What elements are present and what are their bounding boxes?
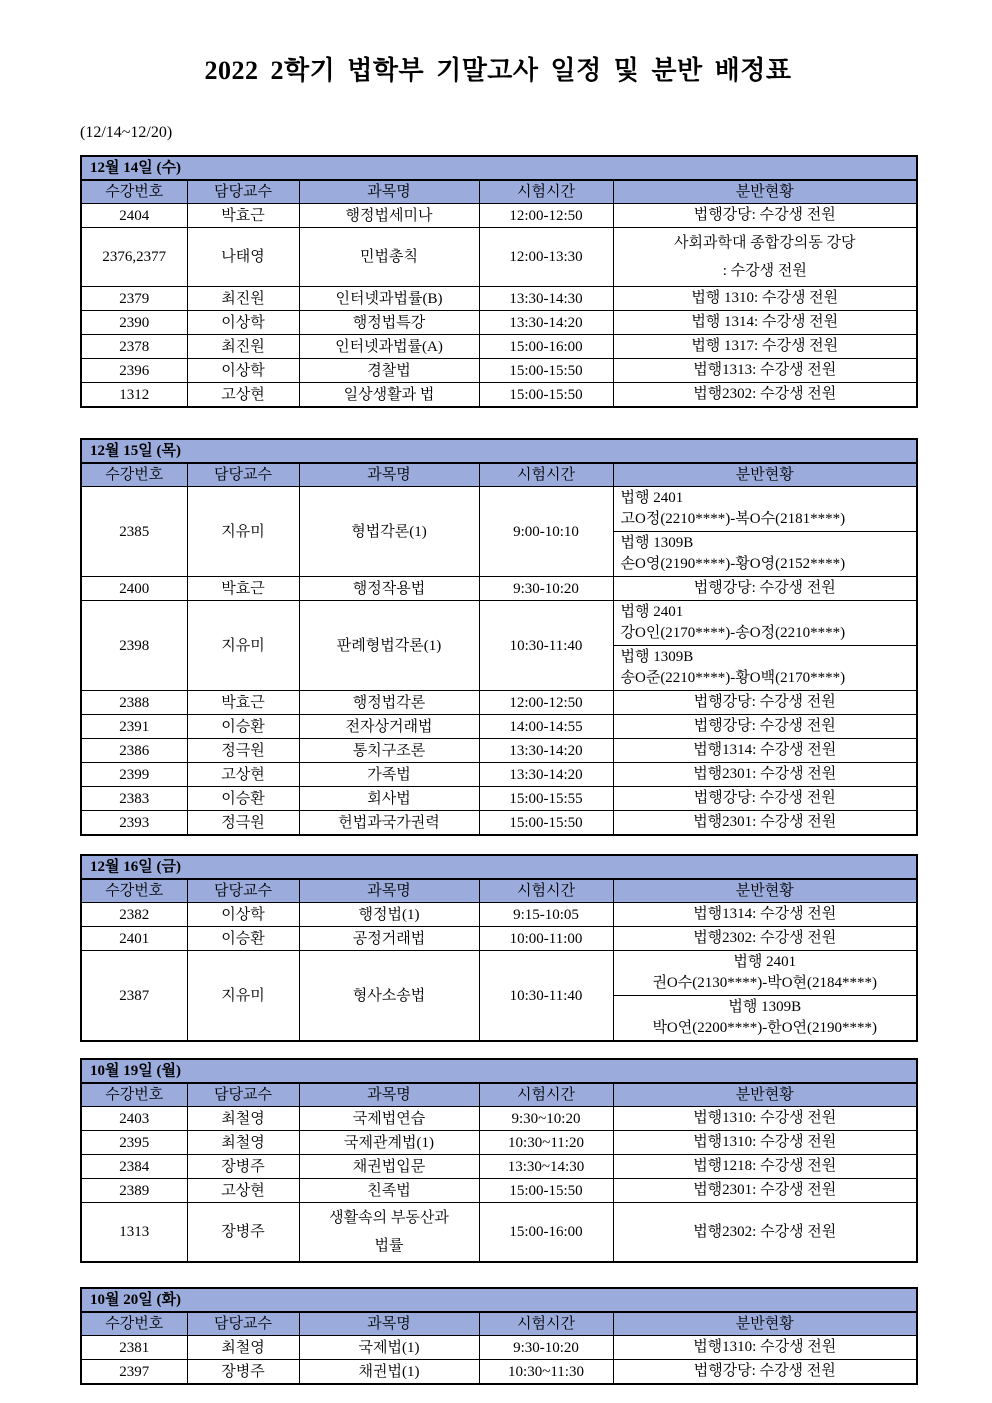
status-line: 박O연(2200****)-한O연(2190****) (652, 1020, 878, 1036)
subject-cell (299, 1179, 479, 1203)
course-no-cell: 2386 (81, 739, 187, 763)
course-no-cell: 2381 (81, 1336, 187, 1360)
status-line: : 수강생 전원 (722, 263, 807, 279)
professor-cell: 최진원 (187, 287, 299, 311)
course-no-cell: 2383 (81, 787, 187, 811)
course-row (81, 1336, 917, 1360)
course-no-cell: 2387 (81, 951, 187, 1042)
column-header: 담당교수 (187, 180, 299, 204)
status-cell (613, 383, 917, 408)
course-no-cell: 2399 (81, 763, 187, 787)
subject-line: 인터넷과법률(A) (335, 338, 443, 355)
subject-cell (299, 487, 479, 577)
status-line: 법행강당: 수강생 전원 (693, 207, 836, 223)
exam-day-table (80, 854, 918, 1042)
column-header: 시험시간 (479, 1312, 613, 1336)
course-no-cell: 2404 (81, 204, 187, 228)
exam-time-cell: 15:00-16:00 (479, 1203, 613, 1263)
subject-line: 생활속의 부동산과 (329, 1210, 449, 1226)
exam-day-table (80, 1058, 918, 1263)
course-no-cell: 2385 (81, 487, 187, 577)
course-no-cell: 2376,2377 (81, 228, 187, 287)
status-line: 강O인(2170****)-송O정(2210****) (620, 625, 846, 641)
course-no-cell: 2397 (81, 1360, 187, 1385)
exam-day-table (80, 438, 918, 836)
column-header-row (81, 1312, 917, 1336)
status-line: 법행2301: 수강생 전원 (693, 1182, 837, 1198)
course-row (81, 927, 917, 951)
subject-cell (299, 715, 479, 739)
professor-cell: 정극원 (187, 739, 299, 763)
subject-line: 민법총칙 (360, 249, 418, 265)
course-row (81, 903, 917, 927)
subject-cell (299, 927, 479, 951)
status-subcell (614, 487, 917, 531)
status-subcell (614, 951, 917, 995)
subject-cell (299, 359, 479, 383)
subject-line: 법률 (374, 1238, 404, 1254)
status-subcell (614, 715, 917, 738)
exam-day-table (80, 1287, 918, 1385)
exam-time-cell: 10:00-11:00 (479, 927, 613, 951)
course-row (81, 1131, 917, 1155)
status-cell (613, 903, 917, 927)
column-header: 수강번호 (81, 879, 187, 903)
status-line: 법행1314: 수강생 전원 (693, 742, 837, 758)
course-row (81, 383, 917, 408)
status-cell (613, 715, 917, 739)
status-subcell (614, 601, 917, 645)
subject-line: 통치구조론 (352, 742, 426, 759)
column-header: 수강번호 (81, 1312, 187, 1336)
status-subcell (614, 903, 917, 926)
status-line: 법행 1314: 수강생 전원 (691, 314, 839, 330)
column-header: 수강번호 (81, 463, 187, 487)
exam-time-cell: 14:00-14:55 (479, 715, 613, 739)
course-no-cell: 2395 (81, 1131, 187, 1155)
status-line: 법행강당: 수강생 전원 (693, 790, 836, 806)
subject-line: 행정작용법 (352, 580, 426, 597)
subject-line: 일상생활과 법 (343, 386, 435, 403)
status-cell (613, 1155, 917, 1179)
subject-cell (299, 1155, 479, 1179)
status-cell (613, 811, 917, 836)
status-line: 법행 2401 (620, 490, 684, 506)
professor-cell: 이상학 (187, 903, 299, 927)
column-header: 과목명 (299, 1312, 479, 1336)
status-line: 법행2302: 수강생 전원 (693, 1223, 837, 1240)
subject-cell (299, 763, 479, 787)
status-subcell (614, 359, 917, 382)
exam-time-cell: 9:00-10:10 (479, 487, 613, 577)
exam-time-cell: 12:00-12:50 (479, 204, 613, 228)
exam-time-cell: 15:00-15:50 (479, 1179, 613, 1203)
status-subcell (614, 811, 917, 834)
subject-line: 친족법 (367, 1182, 411, 1199)
subject-cell (299, 1107, 479, 1131)
subject-cell (299, 311, 479, 335)
status-subcell (614, 335, 917, 358)
column-header: 시험시간 (479, 1083, 613, 1107)
professor-cell: 고상현 (187, 1179, 299, 1203)
status-subcell (614, 204, 917, 227)
professor-cell: 지유미 (187, 951, 299, 1042)
subject-cell (299, 787, 479, 811)
status-line: 법행2301: 수강생 전원 (693, 814, 837, 830)
status-subcell (614, 228, 917, 286)
course-row (81, 228, 917, 287)
column-header: 담당교수 (187, 463, 299, 487)
date-label: 12월 16일 (금) (81, 855, 917, 879)
status-line: 법행 2401 (620, 604, 684, 620)
exam-day-table (80, 155, 918, 408)
subject-line: 국제법(1) (358, 1339, 420, 1356)
column-header-row (81, 180, 917, 204)
subject-line: 행정법세미나 (345, 207, 433, 224)
course-no-cell: 2388 (81, 691, 187, 715)
course-row (81, 787, 917, 811)
professor-cell: 나태영 (187, 228, 299, 287)
professor-cell: 장병주 (187, 1203, 299, 1263)
course-row (81, 204, 917, 228)
status-cell (613, 951, 917, 1042)
exam-time-cell: 10:30~11:30 (479, 1360, 613, 1385)
subject-cell (299, 1336, 479, 1360)
status-cell (613, 1336, 917, 1360)
status-subcell (614, 787, 917, 810)
course-row (81, 951, 917, 1042)
status-subcell (614, 691, 917, 714)
course-row (81, 739, 917, 763)
subject-cell (299, 383, 479, 408)
exam-time-cell: 13:30-14:20 (479, 311, 613, 335)
course-no-cell: 1313 (81, 1203, 187, 1263)
status-cell (613, 335, 917, 359)
status-subcell (614, 1179, 917, 1202)
course-no-cell: 2384 (81, 1155, 187, 1179)
exam-time-cell: 15:00-15:50 (479, 811, 613, 836)
exam-time-cell: 13:30-14:20 (479, 739, 613, 763)
course-no-cell: 2391 (81, 715, 187, 739)
professor-cell: 최철영 (187, 1336, 299, 1360)
status-cell (613, 1107, 917, 1131)
date-header-row (81, 439, 917, 463)
subject-cell (299, 951, 479, 1042)
column-header: 수강번호 (81, 180, 187, 204)
status-line: 법행2301: 수강생 전원 (693, 766, 837, 782)
subject-line: 헌법과국가권력 (338, 814, 440, 831)
date-label: 10월 19일 (월) (81, 1059, 917, 1083)
status-cell (613, 763, 917, 787)
status-cell (613, 577, 917, 601)
professor-cell: 박효근 (187, 577, 299, 601)
status-cell (613, 1360, 917, 1385)
status-subcell (614, 645, 917, 690)
subject-cell (299, 228, 479, 287)
status-subcell (614, 739, 917, 762)
status-line: 권O수(2130****)-박O현(2184****) (652, 975, 878, 991)
course-no-cell: 2403 (81, 1107, 187, 1131)
exam-time-cell: 9:30-10:20 (479, 1336, 613, 1360)
course-no-cell: 2393 (81, 811, 187, 836)
exam-time-cell: 15:00-15:50 (479, 383, 613, 408)
column-header: 과목명 (299, 463, 479, 487)
course-row (81, 1179, 917, 1203)
status-subcell (614, 1360, 917, 1383)
subject-cell (299, 1131, 479, 1155)
status-cell (613, 601, 917, 691)
exam-time-cell: 12:00-12:50 (479, 691, 613, 715)
status-line: 법행 1309B (728, 999, 802, 1015)
date-header-row (81, 855, 917, 879)
status-line: 법행1310: 수강생 전원 (693, 1134, 837, 1150)
course-no-cell: 2389 (81, 1179, 187, 1203)
status-cell (613, 691, 917, 715)
professor-cell: 장병주 (187, 1360, 299, 1385)
exam-time-cell: 13:30-14:20 (479, 763, 613, 787)
status-line: 고O정(2210****)-복O수(2181****) (620, 511, 846, 527)
course-no-cell: 2401 (81, 927, 187, 951)
subject-line: 행정법각론 (352, 694, 426, 711)
professor-cell: 고상현 (187, 383, 299, 408)
professor-cell: 장병주 (187, 1155, 299, 1179)
status-subcell (614, 287, 917, 310)
course-row (81, 335, 917, 359)
subject-line: 판례형법각론(1) (336, 637, 442, 654)
status-cell (613, 1179, 917, 1203)
professor-cell: 최철영 (187, 1107, 299, 1131)
professor-cell: 이상학 (187, 311, 299, 335)
column-header: 과목명 (299, 1083, 479, 1107)
course-row (81, 577, 917, 601)
course-no-cell: 2378 (81, 335, 187, 359)
exam-time-cell: 13:30-14:30 (479, 287, 613, 311)
course-no-cell: 2382 (81, 903, 187, 927)
status-line: 법행 1317: 수강생 전원 (691, 338, 839, 354)
subject-cell (299, 335, 479, 359)
status-line: 법행강당: 수강생 전원 (693, 694, 836, 710)
status-cell (613, 739, 917, 763)
subject-line: 경찰법 (367, 362, 411, 379)
status-subcell (614, 995, 917, 1040)
column-header: 분반현황 (613, 180, 917, 204)
status-line: 법행2302: 수강생 전원 (693, 386, 837, 402)
status-cell (613, 1203, 917, 1263)
subject-cell (299, 903, 479, 927)
professor-cell: 최철영 (187, 1131, 299, 1155)
column-header: 시험시간 (479, 879, 613, 903)
status-subcell (614, 1107, 917, 1130)
tables-container (80, 155, 916, 1385)
subject-cell (299, 287, 479, 311)
status-subcell (614, 927, 917, 950)
professor-cell: 이상학 (187, 359, 299, 383)
status-line: 법행1314: 수강생 전원 (693, 906, 837, 922)
course-no-cell: 2379 (81, 287, 187, 311)
course-row (81, 359, 917, 383)
status-subcell (614, 311, 917, 334)
subject-line: 인터넷과법률(B) (335, 290, 443, 307)
subject-line: 가족법 (367, 766, 411, 783)
column-header-row (81, 1083, 917, 1107)
column-header: 분반현황 (613, 879, 917, 903)
status-subcell (614, 531, 917, 576)
subject-cell (299, 601, 479, 691)
status-cell (613, 287, 917, 311)
subject-line: 국제관계법(1) (344, 1134, 434, 1151)
exam-time-cell: 9:30~10:20 (479, 1107, 613, 1131)
status-line: 법행1310: 수강생 전원 (693, 1110, 837, 1126)
status-subcell (614, 577, 917, 600)
status-line: 송O준(2210****)-황O백(2170****) (620, 670, 846, 686)
column-header: 과목명 (299, 879, 479, 903)
status-line: 법행강당: 수강생 전원 (693, 580, 836, 596)
column-header: 분반현황 (613, 1312, 917, 1336)
date-header-row (81, 1059, 917, 1083)
exam-time-cell: 15:00-15:50 (479, 359, 613, 383)
column-header-row (81, 463, 917, 487)
status-line: 법행1313: 수강생 전원 (693, 362, 837, 378)
column-header: 담당교수 (187, 1312, 299, 1336)
date-label: 10월 20일 (화) (81, 1288, 917, 1312)
course-no-cell: 2400 (81, 577, 187, 601)
column-header: 수강번호 (81, 1083, 187, 1107)
professor-cell: 지유미 (187, 601, 299, 691)
status-cell (613, 1131, 917, 1155)
subject-line: 회사법 (367, 790, 411, 807)
date-header-row (81, 1288, 917, 1312)
status-subcell (614, 1155, 917, 1178)
status-cell (613, 311, 917, 335)
subject-line: 행정법(1) (358, 906, 420, 923)
course-row (81, 1107, 917, 1131)
exam-time-cell: 15:00-15:55 (479, 787, 613, 811)
date-label: 12월 15일 (목) (81, 439, 917, 463)
course-no-cell: 2390 (81, 311, 187, 335)
column-header: 시험시간 (479, 180, 613, 204)
exam-time-cell: 9:15-10:05 (479, 903, 613, 927)
subject-cell (299, 1360, 479, 1385)
course-row (81, 287, 917, 311)
course-row (81, 1155, 917, 1179)
course-row (81, 601, 917, 691)
course-no-cell: 2396 (81, 359, 187, 383)
subject-cell (299, 739, 479, 763)
status-cell (613, 927, 917, 951)
exam-time-cell: 13:30~14:30 (479, 1155, 613, 1179)
subject-line: 형법각론(1) (351, 523, 427, 540)
subject-line: 공정거래법 (352, 930, 426, 947)
status-line: 손O영(2190****)-황O영(2152****) (620, 556, 846, 572)
exam-time-cell: 10:30-11:40 (479, 601, 613, 691)
date-label: 12월 14일 (수) (81, 156, 917, 180)
date-header-row (81, 156, 917, 180)
column-header-row (81, 879, 917, 903)
exam-time-cell: 10:30~11:20 (479, 1131, 613, 1155)
subject-cell (299, 691, 479, 715)
professor-cell: 지유미 (187, 487, 299, 577)
subject-line: 형사소송법 (352, 987, 426, 1004)
course-row (81, 487, 917, 577)
status-cell (613, 487, 917, 577)
status-line: 법행2302: 수강생 전원 (693, 930, 837, 946)
course-row (81, 1360, 917, 1385)
subject-line: 채권법(1) (358, 1363, 420, 1380)
status-subcell (614, 763, 917, 786)
status-cell (613, 359, 917, 383)
exam-time-cell: 10:30-11:40 (479, 951, 613, 1042)
status-line: 법행1310: 수강생 전원 (693, 1339, 837, 1355)
subject-cell (299, 1203, 479, 1263)
course-row (81, 715, 917, 739)
professor-cell: 이승환 (187, 715, 299, 739)
subject-cell (299, 811, 479, 836)
course-row (81, 691, 917, 715)
professor-cell: 박효근 (187, 691, 299, 715)
course-row (81, 811, 917, 836)
subject-line: 행정법특강 (352, 314, 426, 331)
column-header: 담당교수 (187, 1083, 299, 1107)
exam-time-cell: 9:30-10:20 (479, 577, 613, 601)
course-no-cell: 2398 (81, 601, 187, 691)
professor-cell: 고상현 (187, 763, 299, 787)
professor-cell: 정극원 (187, 811, 299, 836)
course-row (81, 311, 917, 335)
status-line: 법행 1309B (620, 535, 694, 551)
professor-cell: 이승환 (187, 787, 299, 811)
subject-line: 채권법입문 (352, 1158, 426, 1175)
status-subcell (614, 1336, 917, 1359)
column-header: 담당교수 (187, 879, 299, 903)
status-line: 법행 1309B (620, 649, 694, 665)
status-line: 법행강당: 수강생 전원 (693, 718, 836, 734)
status-cell (613, 787, 917, 811)
exam-time-cell: 15:00-16:00 (479, 335, 613, 359)
column-header: 시험시간 (479, 463, 613, 487)
status-cell (613, 204, 917, 228)
subject-line: 국제법연습 (352, 1110, 426, 1127)
page-title: 2022 2학기 법학부 기말고사 일정 및 분반 배정표 (204, 56, 792, 85)
status-line: 법행 1310: 수강생 전원 (691, 290, 839, 306)
status-line: 사회과학대 종합강의동 강당 (674, 235, 856, 251)
column-header: 분반현황 (613, 1083, 917, 1107)
status-subcell (614, 1221, 917, 1244)
professor-cell: 최진원 (187, 335, 299, 359)
status-subcell (614, 1131, 917, 1154)
course-row (81, 763, 917, 787)
status-line: 법행1218: 수강생 전원 (693, 1158, 837, 1174)
status-cell (613, 228, 917, 287)
subject-cell (299, 204, 479, 228)
subject-line: 전자상거래법 (345, 718, 433, 735)
column-header: 분반현황 (613, 463, 917, 487)
course-no-cell: 1312 (81, 383, 187, 408)
column-header: 과목명 (299, 180, 479, 204)
professor-cell: 이승환 (187, 927, 299, 951)
status-line: 법행 2401 (733, 954, 797, 970)
status-subcell (614, 383, 917, 406)
professor-cell: 박효근 (187, 204, 299, 228)
date-range-label: (12/14~12/20) (80, 124, 173, 141)
subject-cell (299, 577, 479, 601)
exam-time-cell: 12:00-13:30 (479, 228, 613, 287)
status-line: 법행강당: 수강생 전원 (693, 1363, 836, 1379)
course-row (81, 1203, 917, 1263)
